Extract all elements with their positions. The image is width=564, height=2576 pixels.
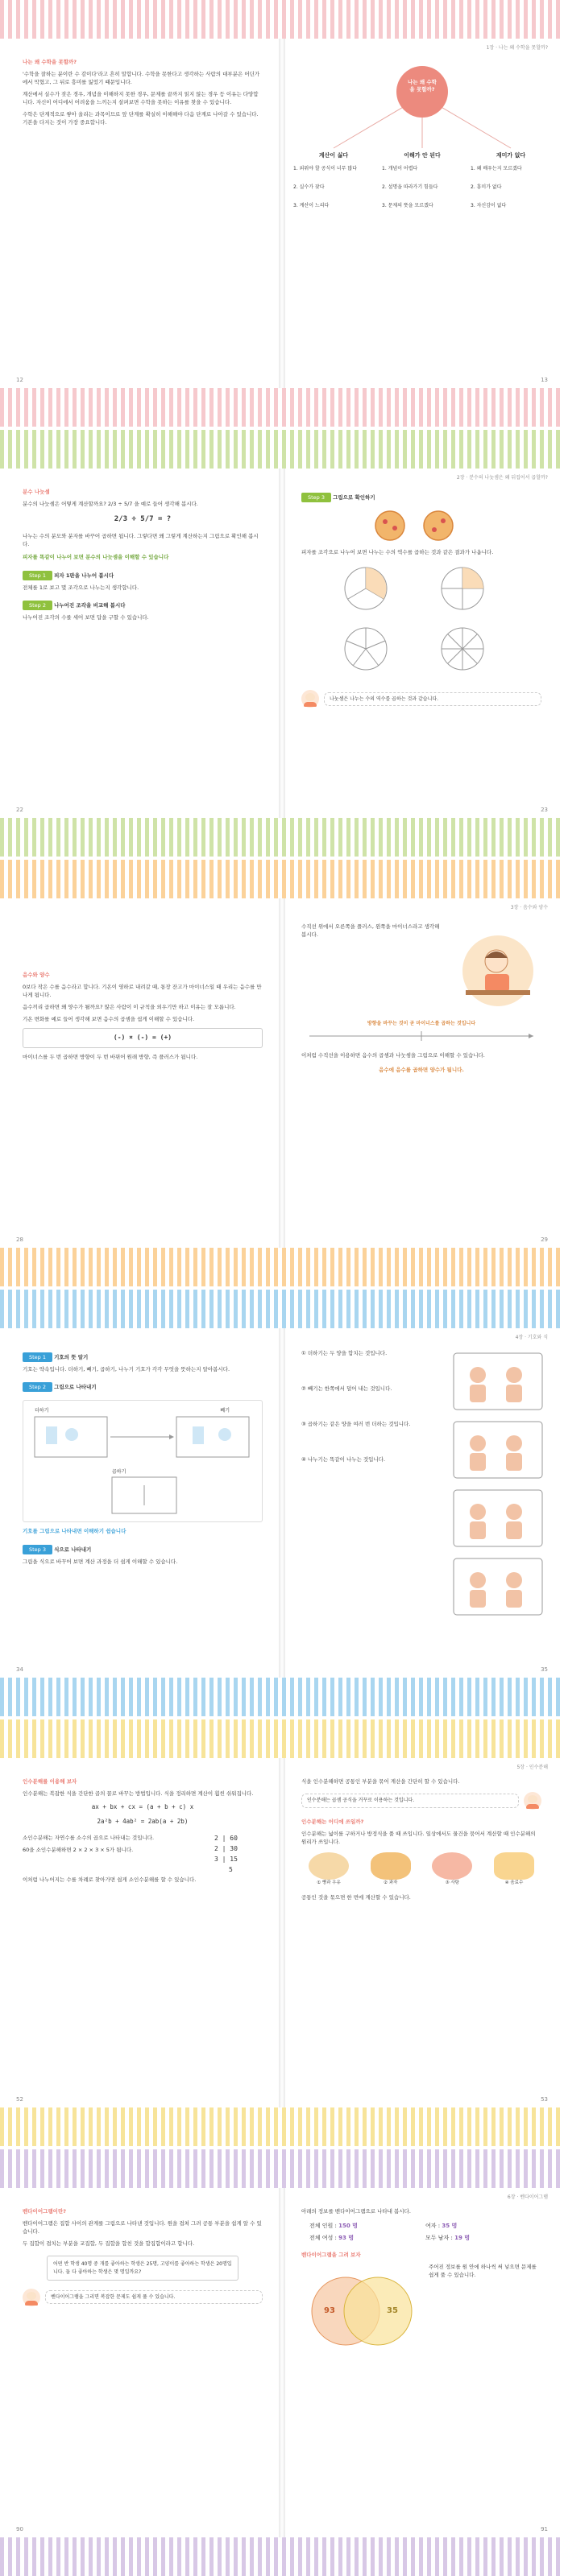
- figure-label: 더하기: [35, 1408, 49, 1414]
- paragraph: 주어진 정보를 원 안에 하나씩 써 넣으면 문제를 쉽게 풀 수 있습니다.: [429, 2263, 537, 2278]
- paragraph: 분수의 나눗셈은 어떻게 계산할까요? 2/3 ÷ 5/7 을 예로 들어 생각해 봅시다.: [23, 501, 198, 508]
- list-item: ① 더하기는 두 양을 합치는 것입니다.: [301, 1350, 388, 1356]
- tip-note: [301, 690, 541, 708]
- stat-item: 여자 : 35 명: [425, 2223, 458, 2230]
- mindmap-center-label: 나는 왜 수학을 못할까?: [408, 79, 437, 93]
- page-number: 90: [16, 2526, 23, 2533]
- formula: 2a²b + 4ab² = 2ab(a + 2b): [97, 1817, 189, 1825]
- food-item: [301, 1852, 356, 1887]
- page-number: 22: [16, 807, 23, 813]
- book-gutter: [279, 469, 285, 818]
- decorative-stripe: [0, 818, 564, 857]
- paragraph: 음수끼리 곱하면 왜 양수가 될까요? 많은 사람이 이 규칙을 외우기만 하고 이유는 잘 모릅니다.: [23, 1004, 236, 1011]
- bread-icon: [309, 1852, 349, 1880]
- pizza-illustration: [301, 506, 541, 546]
- page-number: 28: [16, 1236, 23, 1243]
- decorative-stripe: [0, 0, 564, 39]
- book-gutter: [279, 39, 285, 388]
- page-left: [6, 1758, 279, 2107]
- page-right: [285, 2188, 558, 2537]
- stat-label: 전체 인원: [309, 2223, 334, 2230]
- decorative-stripe: [0, 1290, 564, 1328]
- branch-item: 2. 흥미가 없다: [471, 184, 502, 190]
- mindmap-branch: [293, 151, 374, 208]
- girl-at-desk-illustration: [450, 931, 546, 1011]
- section-title: 벤다이어그램이란?: [23, 2208, 67, 2215]
- page-right: [285, 39, 558, 388]
- girl-avatar-icon: [301, 690, 319, 708]
- decorative-stripe: [0, 388, 564, 427]
- division-row: 2 | 60: [214, 1835, 238, 1843]
- page-number: 35: [541, 1666, 548, 1673]
- list-item: ② 빼기는 한쪽에서 덜어 내는 것입니다.: [301, 1385, 392, 1393]
- number-line-diagram: [301, 1026, 541, 1046]
- paragraph: 아래의 정보를 벤다이어그램으로 나타내 봅시다.: [301, 2208, 411, 2215]
- spread-4: [0, 1290, 564, 1716]
- spread-6: [0, 2149, 564, 2576]
- paragraph: 마이너스를 두 번 곱하면 방향이 두 번 바뀌어 원래 방향, 즉 플러스가 됩니다.: [23, 1053, 198, 1060]
- page-left: [6, 39, 279, 388]
- step-badge: Step 1: [23, 571, 52, 580]
- food-label: ① 빵과 우유: [317, 1880, 341, 1886]
- page-number: 23: [541, 807, 548, 813]
- page-number: 91: [541, 2526, 548, 2533]
- figure-panels: [450, 1349, 546, 1631]
- figure-caption: 방향을 바꾸는 것이 곧 마이너스를 곱하는 것입니다: [367, 1021, 476, 1026]
- figure-label: 빼기: [220, 1408, 230, 1414]
- step-badge: Step 3: [301, 493, 331, 502]
- stat-label: 여자: [425, 2223, 437, 2230]
- food-item: [363, 1852, 418, 1887]
- step-title: 그림으로 확인하기: [333, 494, 375, 501]
- paragraph: 이처럼 수직선을 이용하면 음수의 곱셈과 나눗셈을 그림으로 이해할 수 있습니다.: [301, 1052, 485, 1059]
- step-badge: Step 2: [23, 1382, 52, 1392]
- stats-grid: [309, 2222, 533, 2243]
- decorative-stripe: [0, 2107, 564, 2146]
- page-number: 13: [541, 377, 548, 383]
- paragraph: 0보다 작은 수를 음수라고 합니다. 기온이 영하로 내려갈 때, 통장 잔고가 마이너스일 때 우리는 음수를 만나게 됩니다.: [23, 984, 262, 999]
- stat-value: 35 명: [442, 2223, 458, 2230]
- paragraph: 나누는 수의 분모와 분자를 바꾸어 곱하면 됩니다. 그렇다면 왜 그렇게 계산하는지 그림으로 확인해 봅시다.: [23, 533, 259, 548]
- paragraph: 인수분해는 복잡한 식을 간단한 곱의 꼴로 바꾸는 방법입니다. 식을 정리하면 계산이 훨씬 쉬워집니다.: [23, 1790, 254, 1798]
- paragraph: 두 집합이 겹치는 부분을 교집합, 두 집합을 합친 것을 합집합이라고 합니다.: [23, 2240, 195, 2248]
- page-right: [285, 469, 558, 818]
- stat-value: 93 명: [338, 2234, 355, 2241]
- stat-value: 19 명: [454, 2234, 471, 2241]
- page-left: [6, 469, 279, 818]
- paragraph: 벤다이어그램은 집합 사이의 관계를 그림으로 나타낸 것입니다. 원을 겹쳐 그려 공통 부분을 쉽게 알 수 있습니다.: [23, 2220, 262, 2235]
- page-right: [285, 1328, 558, 1678]
- problem-box: 어떤 반 학생 40명 중 개를 좋아하는 학생은 25명, 고양이를 좋아하는 학생은 20명입니다. 둘 다 좋아하는 학생은 몇 명일까요?: [47, 2256, 238, 2281]
- branch-item: 2. 설명을 따라가기 힘들다: [382, 184, 438, 190]
- page-number: 29: [541, 1236, 548, 1243]
- running-header: 5장 · 인수분해: [516, 1765, 548, 1770]
- paragraph: 공통인 것을 묶으면 한 번에 계산할 수 있습니다.: [301, 1893, 411, 1901]
- food-label: ④ 음료수: [504, 1880, 524, 1886]
- figure-label: 곱하기: [112, 1469, 126, 1476]
- girl-avatar-icon: [23, 2289, 40, 2306]
- tip-text: 벤다이어그램을 그리면 복잡한 문제도 쉽게 풀 수 있습니다.: [45, 2290, 263, 2304]
- venn-circles: [301, 2263, 422, 2359]
- step-badge: Step 3: [23, 1545, 52, 1554]
- decorative-stripe: [0, 2149, 564, 2188]
- page-number: 12: [16, 377, 23, 383]
- venn-diagram: [301, 2263, 422, 2359]
- decorative-stripe: [0, 1248, 564, 1286]
- paragraph: 나누어진 조각의 수를 세어 보면 답을 구할 수 있습니다.: [23, 614, 149, 621]
- section-title: 벤다이어그램을 그려 보자: [301, 2251, 361, 2258]
- spread-2: [0, 430, 564, 857]
- paragraph: '수학을 잘하는 분이란 수 감이다'라고 흔히 말합니다. 수학을 못한다고 생각하는 사람의 대부분은 어딘가에서 막혔고, 그 뒤로 흥미를 잃었기 때문입니다.: [23, 71, 260, 86]
- paragraph: 인수분해는 넓이를 구하거나 방정식을 풀 때 쓰입니다. 일상에서도 물건을 묶어서 계산할 때 인수분해의 원리가 쓰입니다.: [301, 1831, 536, 1846]
- division-ladder: [214, 1834, 263, 1875]
- book-gutter: [279, 1758, 285, 2107]
- stat-item: 전체 인원 : 150 명: [309, 2223, 358, 2230]
- page-number: 34: [16, 1666, 23, 1673]
- step-title: 그림으로 나타내기: [54, 1384, 97, 1391]
- formula: ax + bx + cx = (a + b + c) x: [91, 1803, 194, 1811]
- decorative-stripe: [0, 1678, 564, 1716]
- mindmap-branch: [471, 151, 551, 208]
- branch-item: 2. 실수가 잦다: [293, 184, 325, 190]
- running-header: 4장 · 기호와 식: [515, 1335, 548, 1340]
- branch-title: 재미가 없다: [496, 152, 526, 159]
- tip-text: 인수분해는 곱셈 공식을 거꾸로 이용하는 것입니다.: [301, 1794, 519, 1807]
- fraction-circles: [301, 560, 541, 681]
- green-heading: 피자를 똑같이 나누어 보면 분수의 나눗셈을 이해할 수 있습니다: [23, 554, 169, 561]
- section-title: 음수와 양수: [23, 972, 50, 978]
- paragraph: 피자를 조각으로 나누어 보면 나누는 수의 역수를 곱하는 것과 같은 결과가 나옵니다.: [301, 549, 494, 556]
- page-left: [6, 898, 279, 1248]
- symbols-figure: [23, 1400, 263, 1522]
- book-gutter: [279, 2188, 285, 2537]
- step-title: 기호의 뜻 알기: [54, 1354, 89, 1360]
- paragraph: 기온 변화를 예로 들어 생각해 보면 음수의 곱셈을 쉽게 이해할 수 있습니다.: [23, 1016, 195, 1023]
- paragraph: 기호는 약속입니다. 더하기, 빼기, 곱하기, 나누기 기호가 각각 무엇을 뜻하는지 알아봅시다.: [23, 1366, 230, 1373]
- book-gutter: [279, 898, 285, 1248]
- page-number: 53: [541, 2096, 548, 2103]
- food-label: ② 과자: [384, 1880, 398, 1886]
- running-header: 2장 · 분수의 나눗셈은 왜 뒤집어서 곱할까?: [456, 475, 548, 481]
- rule-box: (-) × (-) = (+): [23, 1028, 263, 1047]
- section-title: 분수 나눗셈: [23, 489, 50, 495]
- decorative-stripe: [0, 430, 564, 469]
- page-left: [6, 2188, 279, 2537]
- spread-1: [0, 0, 564, 427]
- page-right: [285, 898, 558, 1248]
- decorative-stripe: [0, 1719, 564, 1758]
- venn-right-value: 35: [387, 2306, 398, 2315]
- section-title: 인수분해를 이용해 보자: [23, 1778, 77, 1785]
- step-title: 피자 1판을 나누어 봅시다: [54, 572, 114, 580]
- paragraph: 식을 인수분해하면 공통인 부분을 묶어 계산을 간단히 할 수 있습니다.: [301, 1778, 460, 1785]
- list-item: ④ 나누기는 똑같이 나누는 것입니다.: [301, 1456, 386, 1463]
- food-illustrations: [301, 1852, 541, 1887]
- paragraph: 수학은 단계적으로 쌓아 올리는 과목이므로 앞 단계를 확실히 이해해야 다음 단계로 나아갈 수 있습니다. 기본을 다지는 것이 가장 중요합니다.: [23, 111, 259, 126]
- page-left: [6, 1328, 279, 1678]
- paragraph: 그림을 식으로 바꾸어 보면 계산 과정을 더 쉽게 이해할 수 있습니다.: [23, 1558, 178, 1566]
- symbols-drawing: [23, 1401, 262, 1521]
- tip-note: [301, 1792, 541, 1810]
- page-number: 52: [16, 2096, 23, 2103]
- step-title: 나누어진 조각을 비교해 봅시다: [54, 602, 126, 609]
- blue-heading: 기호를 그림으로 나타내면 이해하기 쉽습니다: [23, 1528, 126, 1535]
- book-gutter: [279, 1328, 285, 1678]
- tip-note: [23, 2289, 263, 2306]
- page-right: [285, 1758, 558, 2107]
- food-item: [487, 1852, 541, 1887]
- stat-value: 150 명: [338, 2223, 358, 2230]
- division-row: 3 | 15: [214, 1855, 238, 1863]
- spread-5: [0, 1719, 564, 2146]
- paragraph: 이처럼 나누어지는 수를 차례로 찾아가면 쉽게 소인수분해를 할 수 있습니다.: [23, 1876, 197, 1883]
- tip-text: 나눗셈은 나누는 수의 역수를 곱하는 것과 같습니다.: [324, 692, 541, 706]
- stat-item: 전체 여성 : 93 명: [309, 2234, 355, 2241]
- section-title: 인수분해는 어디에 쓰일까?: [301, 1818, 364, 1826]
- branch-item: 1. 개념이 어렵다: [382, 166, 418, 171]
- formula: 2/3 ÷ 5/7 = ?: [114, 515, 172, 524]
- step-badge: Step 1: [23, 1352, 52, 1362]
- branch-item: 3. 문제의 뜻을 모르겠다: [382, 203, 433, 208]
- paragraph: 60을 소인수분해하면 2 × 2 × 3 × 5가 됩니다.: [23, 1847, 134, 1854]
- stat-label: 모두 남자: [425, 2234, 450, 2241]
- branch-title: 이해가 안 된다: [404, 152, 441, 159]
- running-header: 1장 · 나는 왜 수학을 못할까?: [486, 45, 548, 51]
- stat-label: 전체 여성: [309, 2234, 334, 2241]
- paragraph: 소인수분해는 자연수를 소수의 곱으로 나타내는 것입니다.: [23, 1835, 155, 1842]
- paragraph: 수직선 위에서 오른쪽을 플러스, 왼쪽을 마이너스라고 생각해 봅시다.: [301, 923, 440, 939]
- drink-icon: [494, 1852, 534, 1880]
- division-row: 2 | 30: [214, 1845, 238, 1853]
- decorative-stripe: [0, 860, 564, 898]
- step-badge: Step 2: [23, 601, 52, 610]
- running-header: 6장 · 벤다이어그램: [507, 2194, 548, 2200]
- food-label: ③ 사탕: [445, 1880, 459, 1886]
- girl-avatar-icon: [524, 1792, 541, 1810]
- step-title: 식으로 나타내기: [54, 1546, 92, 1554]
- snack-icon: [371, 1852, 411, 1880]
- running-header: 3장 · 음수와 양수: [510, 905, 548, 910]
- branch-item: 1. 외워야 할 공식이 너무 많다: [293, 166, 358, 171]
- stat-item: 모두 남자 : 19 명: [425, 2234, 471, 2241]
- venn-left-value: 93: [324, 2306, 335, 2315]
- candy-icon: [432, 1852, 472, 1880]
- paragraph: 계산에서 실수가 잦은 경우, 개념을 이해하지 못한 경우, 문제를 끝까지 읽지 않는 경우 등 이유는 다양합니다. 자신이 어디에서 어려움을 느끼는지 살펴보면 수학을 못하는 이유를 찾을 수 있습니다.: [23, 91, 259, 106]
- division-row: 5: [229, 1865, 233, 1873]
- paragraph: 전체를 1로 보고 몇 조각으로 나누는지 생각합니다.: [23, 584, 139, 592]
- branch-item: 1. 왜 배우는지 모르겠다: [471, 166, 522, 171]
- branch-title: 계산이 싫다: [318, 152, 349, 159]
- mindmap-branch: [382, 151, 462, 208]
- decorative-stripe: [0, 2537, 564, 2576]
- emphasis-text: 음수에 음수를 곱하면 양수가 됩니다.: [379, 1067, 464, 1074]
- branch-item: 3. 계산이 느리다: [293, 203, 330, 208]
- branch-item: 3. 자신감이 없다: [471, 203, 507, 208]
- section-title: 나는 왜 수학을 못할까?: [23, 59, 77, 65]
- list-item: ③ 곱하기는 같은 양을 여러 번 더하는 것입니다.: [301, 1421, 411, 1428]
- spread-3: [0, 860, 564, 1286]
- food-item: [425, 1852, 479, 1887]
